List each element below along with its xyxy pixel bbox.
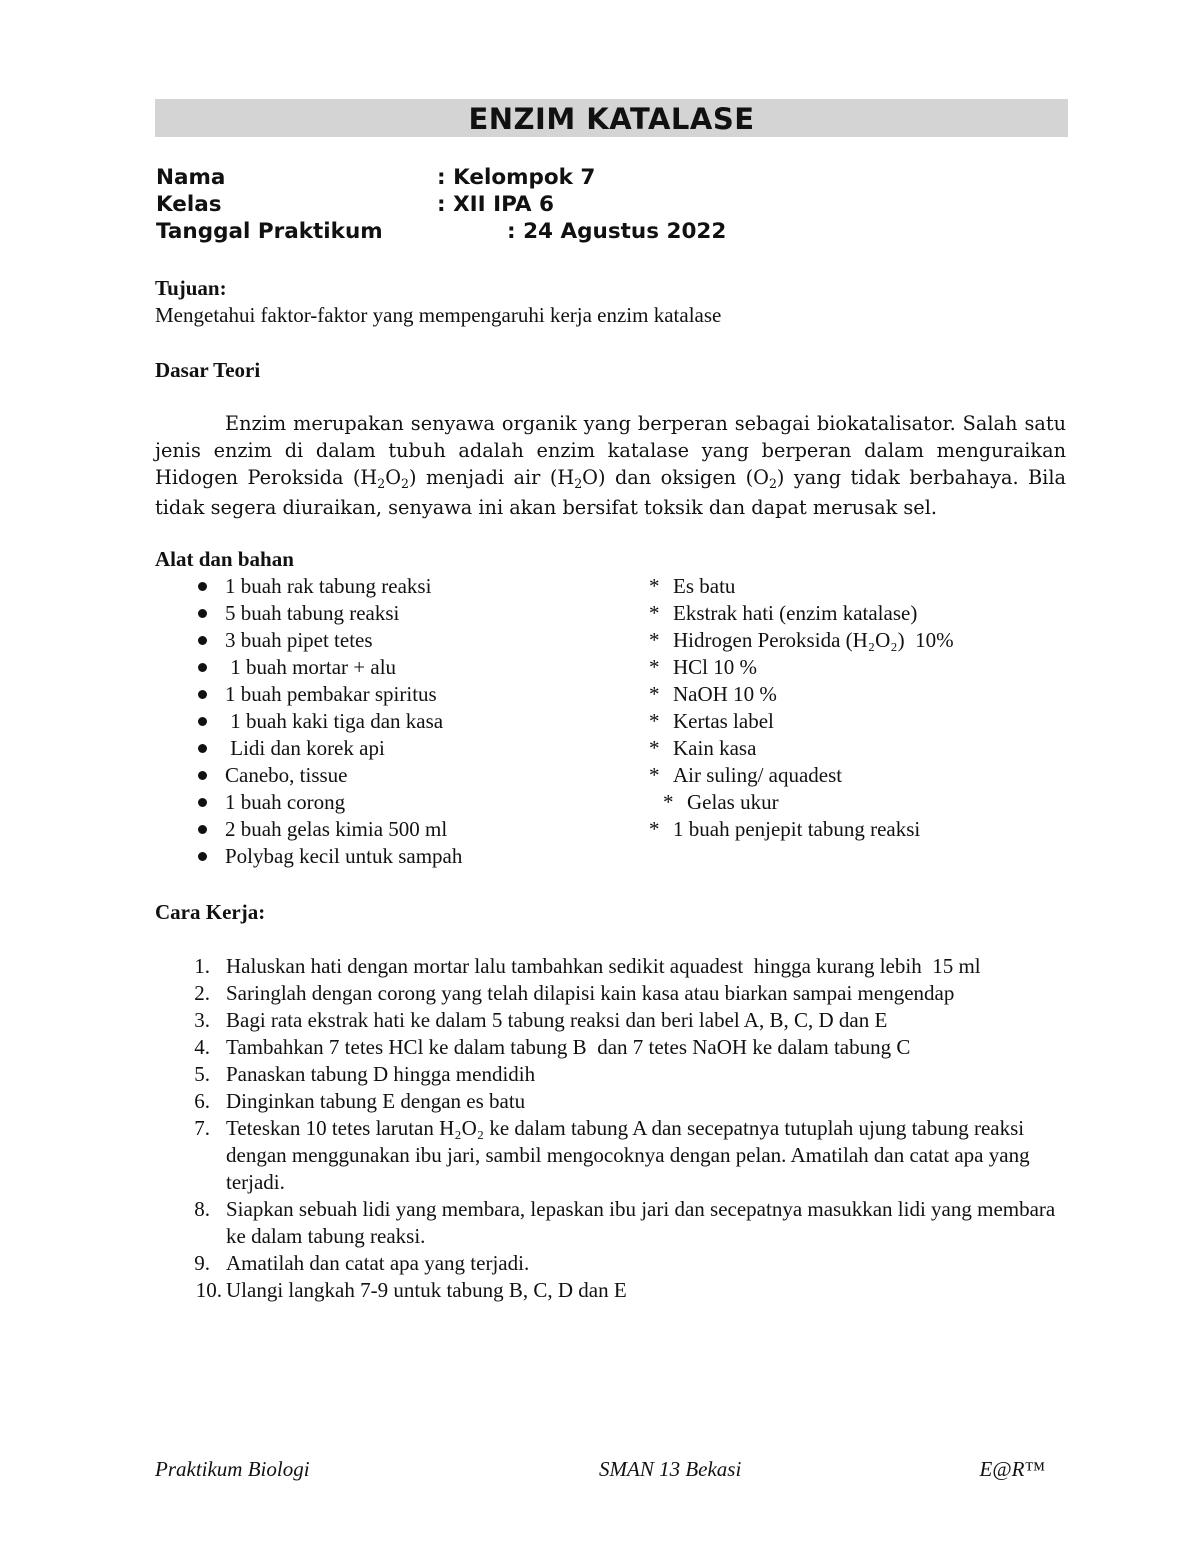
paragraph-text: O) dan oksigen (O	[582, 466, 769, 490]
bullet-icon	[198, 771, 207, 780]
info-value: : 24 Agustus 2022	[507, 219, 727, 244]
info-value: : XII IPA 6	[437, 192, 555, 217]
dasar-teori-paragraph	[155, 410, 1066, 521]
asterisk-icon: *	[649, 682, 660, 706]
cara-kerja-list	[184, 953, 1074, 1304]
asterisk-icon: *	[649, 574, 660, 598]
list-item: 7. Teteskan 10 tetes larutan H₂O₂ ke dalam tabung A dan secepatnya tutuplah ujung tabung reaksi dengan menggunakan ibu jari, sambil mengocoknya dengan pelan. Amatilah dan catat apa yang terjadi.	[194, 1116, 1030, 1194]
asterisk-icon: *	[649, 709, 660, 733]
dasar-teori-heading: Dasar Teori	[155, 358, 261, 382]
bullet-icon	[198, 852, 207, 861]
asterisk-icon: *	[663, 790, 674, 814]
cara-kerja-heading: Cara Kerja:	[155, 900, 266, 924]
list-item: 9. Amatilah dan catat apa yang terjadi.	[194, 1251, 530, 1275]
subscript: 2	[377, 475, 386, 491]
page-title: ENZIM KATALASE	[155, 99, 1068, 137]
asterisk-icon: *	[649, 601, 660, 625]
bullet-icon	[198, 744, 207, 753]
alat-heading: Alat dan bahan	[155, 547, 294, 571]
bullet-icon	[198, 609, 207, 618]
asterisk-icon: *	[649, 736, 660, 760]
asterisk-icon: *	[649, 817, 660, 841]
bullet-icon	[198, 636, 207, 645]
list-item: 2. Saringlah dengan corong yang telah dilapisi kain kasa atau biarkan sampai mengendap	[194, 981, 955, 1005]
list-item: 3. Bagi rata ekstrak hati ke dalam 5 tabung reaksi dan beri label A, B, C, D dan E	[194, 1008, 888, 1032]
bullet-icon	[198, 798, 207, 807]
footer-center: SMAN 13 Bekasi	[599, 1457, 742, 1481]
info-label: Nama	[156, 165, 226, 190]
list-item: 5. Panaskan tabung D hingga mendidih	[194, 1062, 536, 1086]
subscript: 2	[574, 475, 583, 491]
asterisk-icon: *	[649, 763, 660, 787]
paragraph-text: ) yang tidak berbahaya. Bila tidak segera diuraikan, senyawa ini akan bersifat toksik dan dapat merusak sel.	[155, 466, 1067, 519]
list-item: 6. Dinginkan tabung E dengan es batu	[194, 1089, 526, 1113]
tujuan-text: Mengetahui faktor-faktor yang mempengaruhi kerja enzim katalase	[155, 303, 722, 327]
info-value: : Kelompok 7	[437, 165, 596, 190]
subscript: 2	[401, 475, 410, 491]
paragraph-text: Enzim merupakan senyawa organik yang berperan sebagai biokatalisator. Salah satu jenis enzim di dalam tubuh adalah enzim katalase yang berperan dalam menguraikan Hidogen Peroksida (H	[155, 412, 1066, 490]
footer-right: E@R™	[979, 1457, 1045, 1481]
subscript: 2	[768, 475, 777, 491]
bullet-icon	[198, 663, 207, 672]
list-item: 1. Haluskan hati dengan mortar lalu tambahkan sedikit aquadest hingga kurang lebih 15 ml	[194, 954, 981, 978]
list-item: 4. Tambahkan 7 tetes HCl ke dalam tabung B dan 7 tetes NaOH ke dalam tabung C	[194, 1035, 911, 1059]
footer-left: Praktikum Biologi	[155, 1457, 310, 1481]
tujuan-heading: Tujuan:	[155, 276, 227, 300]
bullet-icon	[198, 825, 207, 834]
paragraph-text: O	[385, 466, 402, 490]
info-label: Tanggal Praktikum	[156, 219, 383, 244]
bullet-icon	[198, 690, 207, 699]
asterisk-icon: *	[649, 655, 660, 679]
list-item: 10. Ulangi langkah 7-9 untuk tabung B, C, D dan E	[195, 1278, 627, 1302]
document-page: ENZIM KATALASE Nama : Kelompok 7 Kelas : XII IPA 6 Tanggal Praktikum : 24 Agustus 2022 Tujuan: Mengetahui faktor-faktor yang mempengaruhi kerja enzim katalase Dasar Teori Enzim merupakan senyawa organik yang berperan sebagai biokatalisator. Salah satu jenis enzim di dalam tubuh adalah enzim katalase yang berperan dalam menguraikan Hidogen Peroksida $(H_2O_2)$ menjadi air $(H_2O)$ dan oksigen $(O_2)$ yang tidak berbahaya. Bila tidak segera diuraikan, senyawa ini akan bersifat toksik dan dapat merusak sel. Alat dan bahan 1 buah rak tabung reaksi 5 buah tabung reaksi 3 buah pipet tetes 1 buah mortar + alu 1 buah pembakar spiritus 1 buah kaki tiga dan kasa Lidi dan korek api Canebo, tissue 1 buah corong 2 buah gelas kimia 500 ml Polybag kecil untuk sampah * Es batu * Ekstrak hati (enzim katalase) * Hidrogen Peroksida (H₂O₂) 10% * HCl 10 % * NaOH 10 % * Kertas label * Kain kasa * Air suling/ aquadest * Gelas ukur * 1 buah penjepit tabung reaksi Cara Kerja: 1. Haluskan hati dengan mortar lalu tambahkan sedikit aquadest hingga kurang lebih 15 ml 2. Saringlah dengan corong yang telah dilapisi kain kasa atau biarkan sampai mengendap 3. Bagi rata ekstrak hati ke dalam 5 tabung reaksi dan beri label A, B, C, D dan E 4. Tambahkan 7 tetes HCl ke dalam tabung B dan 7 tetes NaOH ke dalam tabung C 5. Panaskan tabung D hingga mendidih 6. Dinginkan tabung E dengan es batu 7. Teteskan 10 tetes larutan H₂O₂ ke dalam tabung A dan secepatnya tutuplah ujung tabung reaksi dengan menggunakan ibu jari, sambil mengocoknya dengan pelan. Amatilah dan catat apa yang terjadi. 8. Siapkan sebuah lidi yang membara, lepaskan ibu jari dan secepatnya masukkan lidi yang membara ke dalam tabung reaksi. 9. Amatilah dan catat apa yang terjadi. 10. Ulangi langkah 7-9 untuk tabung B, C, D dan E Praktikum Biologi SMAN 13 Bekasi E@R™	[0, 0, 1200, 1553]
asterisk-icon: *	[649, 628, 660, 652]
bullet-icon	[198, 717, 207, 726]
list-item: 8. Siapkan sebuah lidi yang membara, lepaskan ibu jari dan secepatnya masukkan lidi yang membara ke dalam tabung reaksi.	[194, 1197, 1056, 1248]
bullet-icon	[198, 582, 207, 591]
info-label: Kelas	[156, 192, 222, 217]
paragraph-text: ) menjadi air (H	[409, 466, 575, 490]
